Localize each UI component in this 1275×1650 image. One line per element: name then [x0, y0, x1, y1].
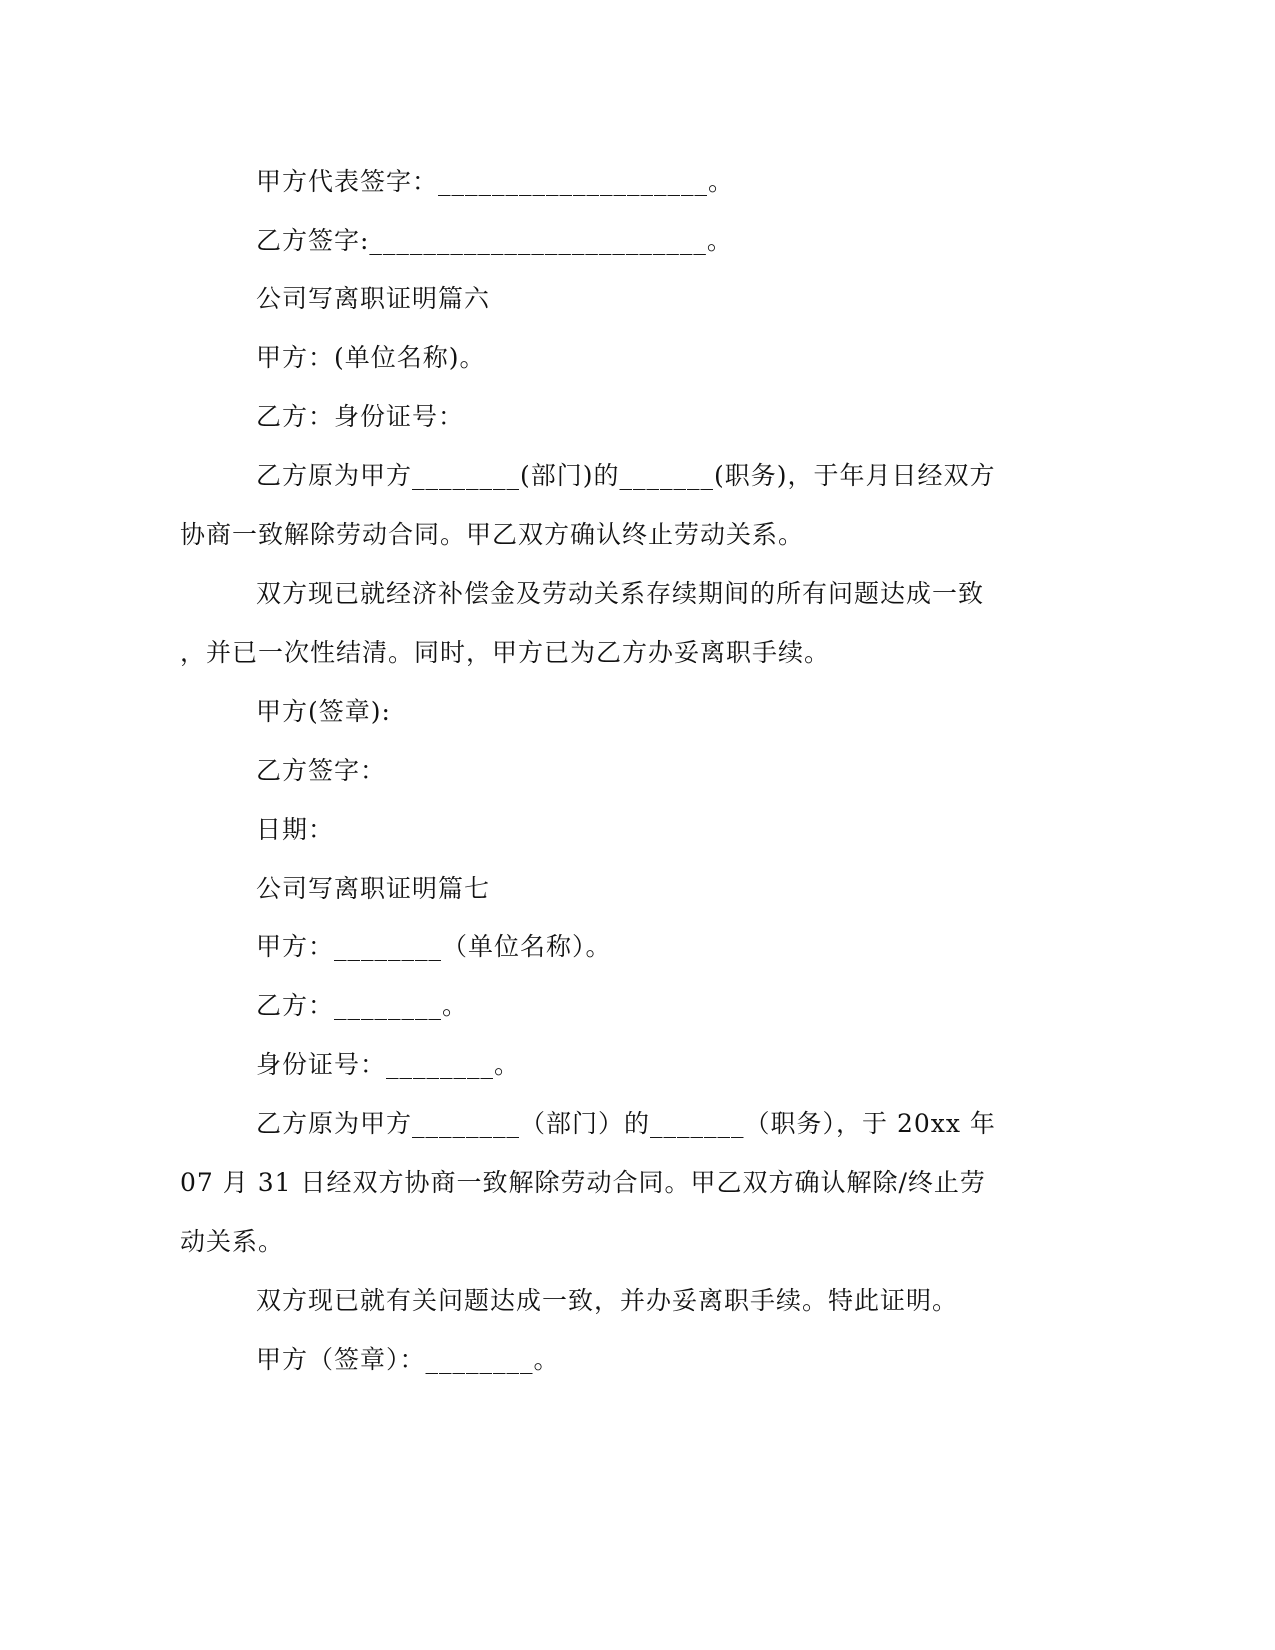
id-number-line: 身份证号：________。 — [256, 1050, 521, 1079]
body-paragraph-line: 乙方原为甲方________（部门）的_______（职务），于 20xx 年 — [256, 1109, 996, 1138]
party-a-rep-signature-line: 甲方代表签字：____________________。 — [256, 167, 735, 196]
party-a-unit-line: 甲方：(单位名称)。 — [256, 343, 486, 372]
section-seven-heading: 公司写离职证明篇七 — [256, 874, 491, 903]
body-paragraph-line: 乙方原为甲方________(部门)的_______(职务)，于年月日经双方 — [256, 461, 996, 490]
body-paragraph-line: 双方现已就有关问题达成一致，并办妥离职手续。特此证明。 — [256, 1286, 959, 1315]
body-paragraph-line: ，并已一次性结清。同时，甲方已为乙方办妥离职手续。 — [180, 638, 831, 667]
party-b-signature-label: 乙方签字： — [256, 756, 387, 785]
party-a-unit-line: 甲方：________（单位名称）。 — [256, 932, 612, 961]
body-paragraph-line: 07 月 31 日经双方协商一致解除劳动合同。甲乙双方确认解除/终止劳 — [180, 1168, 986, 1197]
body-paragraph-line: 双方现已就经济补偿金及劳动关系存续期间的所有问题达成一致 — [256, 579, 985, 608]
party-b-line: 乙方：________。 — [256, 991, 469, 1020]
section-six-heading: 公司写离职证明篇六 — [256, 284, 491, 313]
date-label: 日期： — [256, 815, 335, 844]
body-paragraph-line: 动关系。 — [180, 1227, 285, 1256]
body-paragraph-line: 协商一致解除劳动合同。甲乙双方确认终止劳动关系。 — [180, 520, 805, 549]
party-b-id-line: 乙方：身份证号： — [256, 402, 465, 431]
party-a-seal-line: 甲方(签章): — [256, 697, 391, 726]
party-a-seal-line: 甲方（签章）：________。 — [256, 1345, 560, 1374]
party-b-signature-line: 乙方签字:_________________________。 — [256, 226, 733, 255]
